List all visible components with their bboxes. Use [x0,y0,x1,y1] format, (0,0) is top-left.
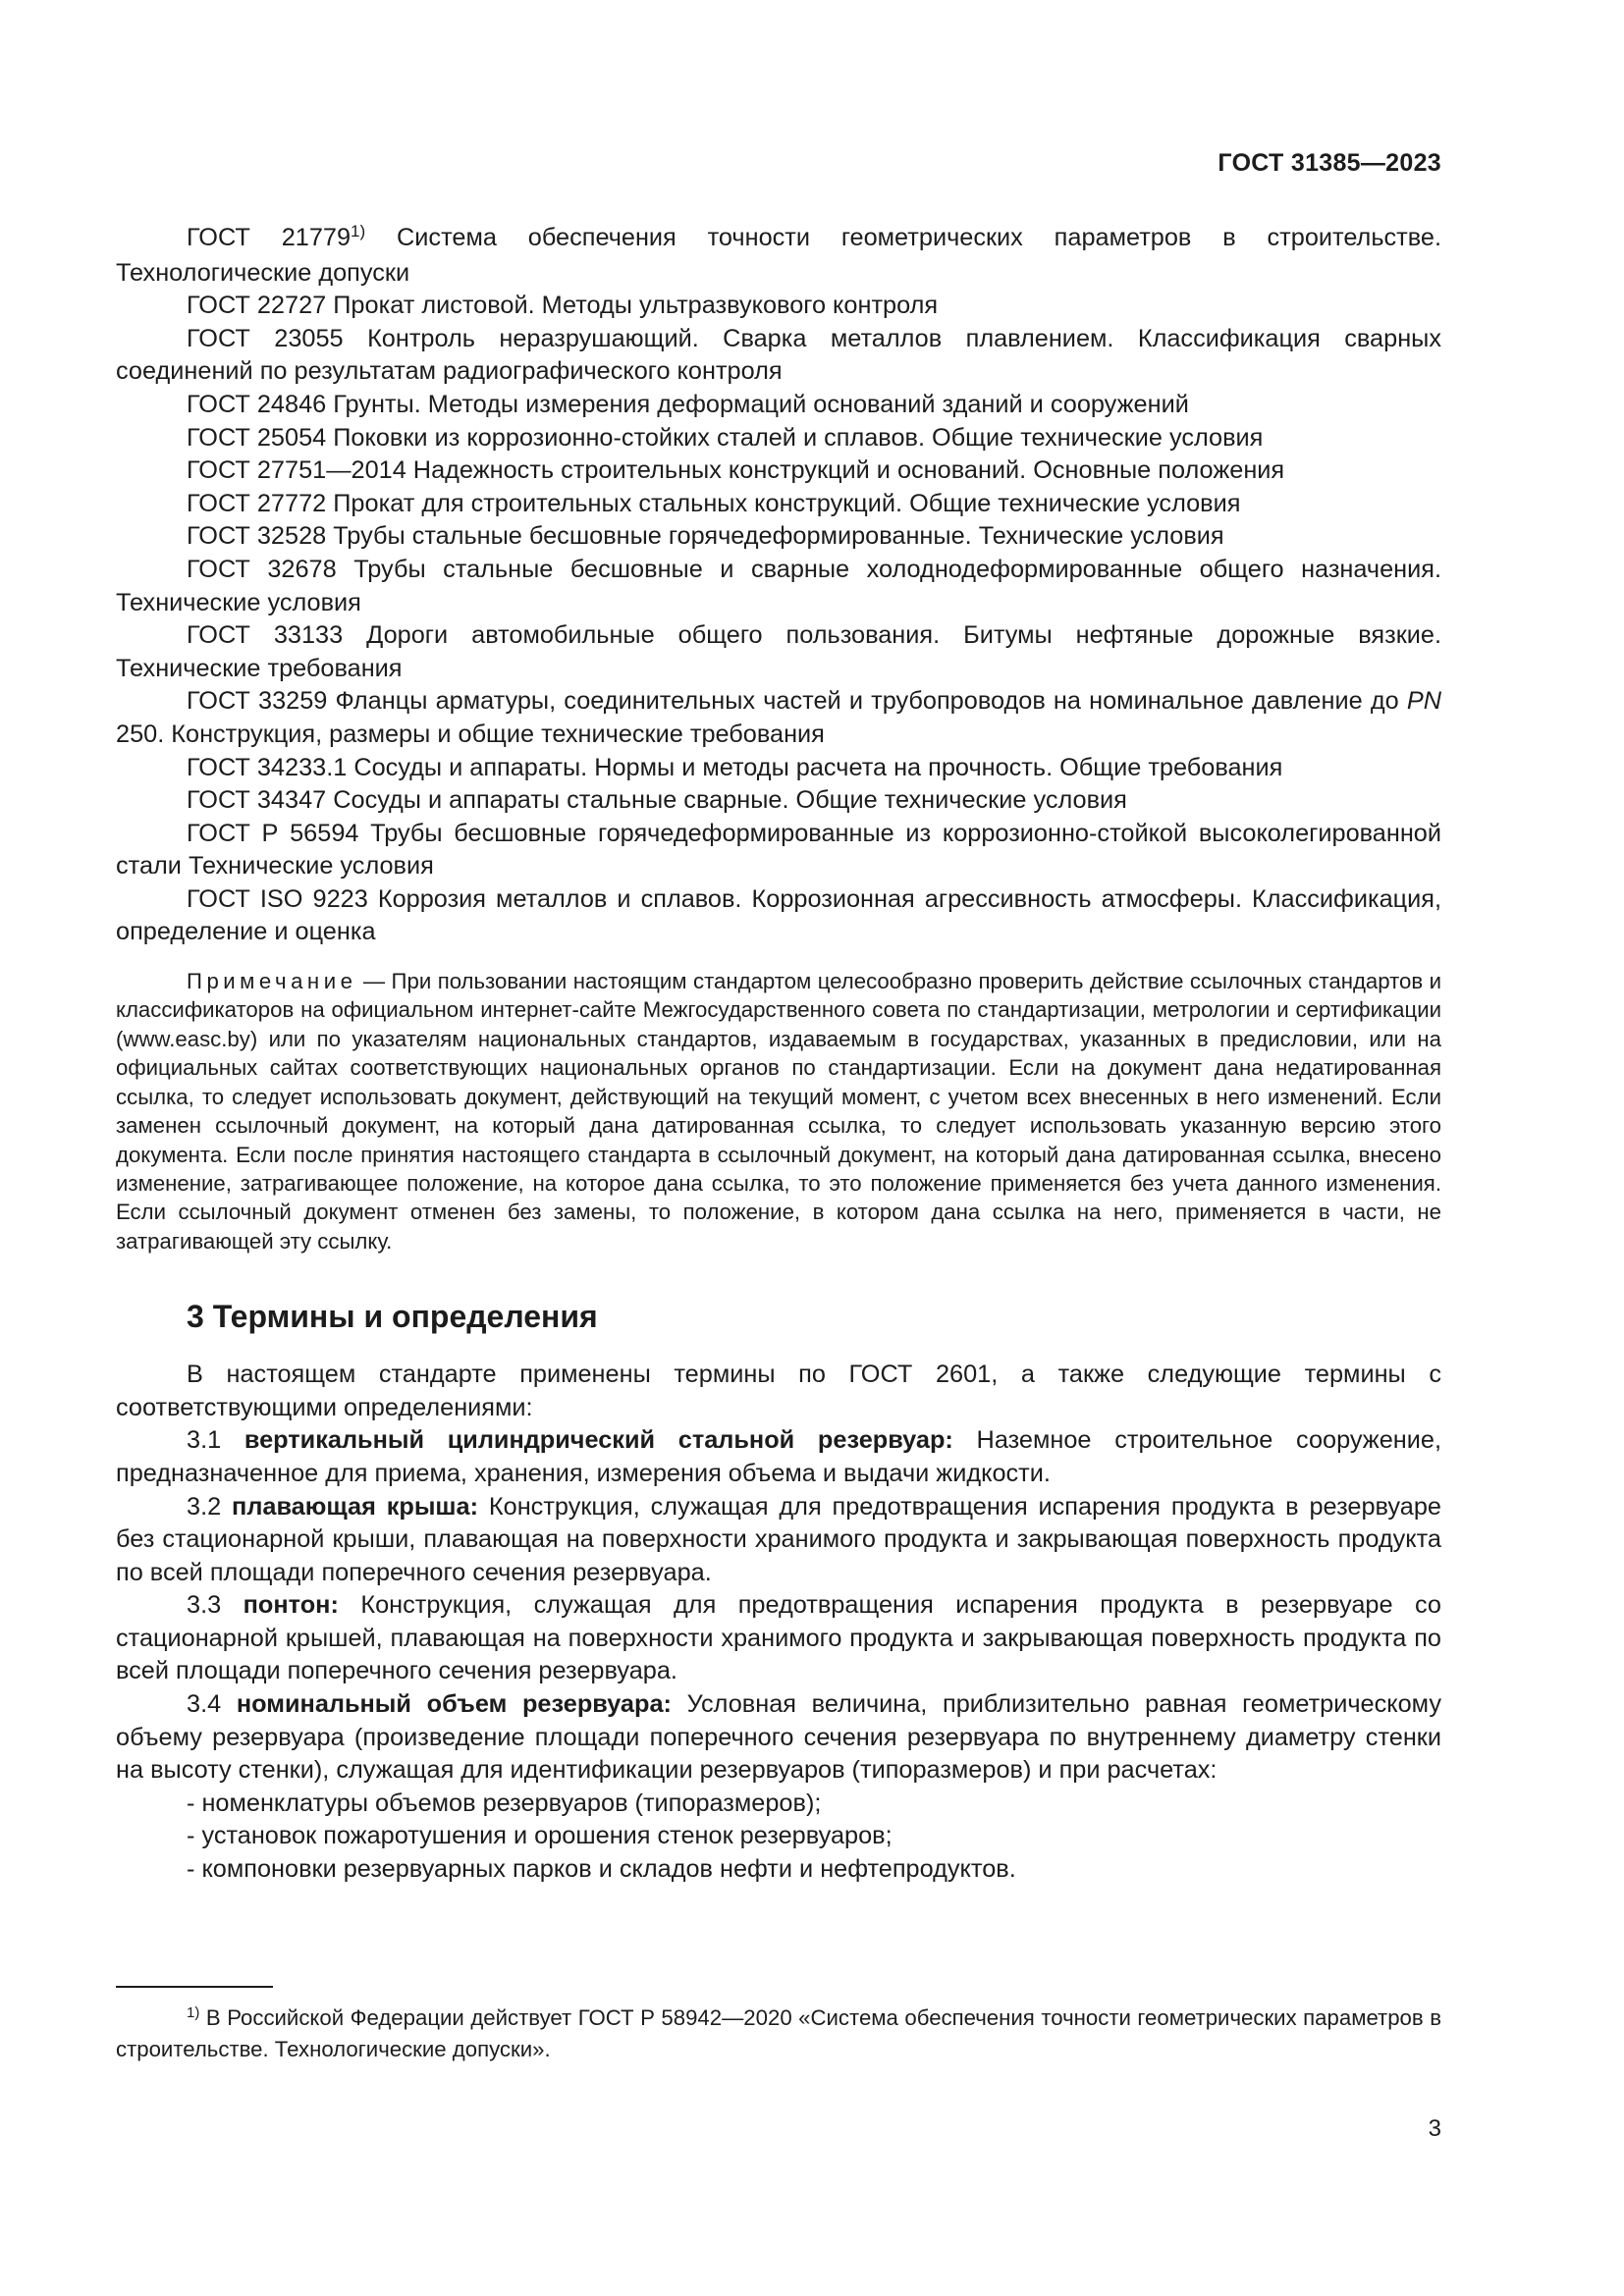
page-number: 3 [1428,2115,1441,2142]
list-item: - номенклатуры объемов резервуаров (типоразмеров); [187,1789,822,1817]
reference-item [116,784,1441,818]
term-text: Условная величина, приблизительно равная геометрическому объему резервуара (произведение площади поперечного сечения резервуара по внутреннему диаметру стенки на высоту стенки), служащая для идентификации резервуаров (типоразмеров) и при расчетах: [116,1690,1441,1785]
reference-item [116,222,1441,290]
term-definition [116,1424,1441,1490]
reference-item [116,685,1441,751]
list-item: - установок пожаротушения и орошения стенок резервуаров; [187,1822,893,1850]
reference-title: Система обеспечения точности геометрических параметров в строительстве. Технологические допуски [116,224,1441,287]
reference-title: Поковки из коррозионно-стойких сталей и сплавов. Общие технические условия [326,423,1264,452]
term-name: вертикальный цилиндрический стальной резервуар: [244,1426,953,1455]
reference-title: Дороги автомобильные общего пользования. Битумы нефтяные дорожные вязкие. Технические требования [116,621,1441,682]
term-definition [116,1589,1441,1688]
reference-code: ГОСТ 34233.1 [187,753,348,781]
reference-code: ГОСТ 25054 [187,423,327,452]
reference-item [116,520,1441,554]
reference-code: ГОСТ 32528 [187,522,327,551]
term-number: 3.1 [187,1426,244,1455]
reference-code: ГОСТ 33133 [187,621,344,650]
reference-item [116,818,1441,883]
reference-title: Трубы стальные бесшовные и сварные холоднодеформированные общего назначения. Технические условия [116,555,1441,616]
reference-code: ГОСТ 22727 [187,292,327,320]
page-content [116,222,1441,1887]
term-name: номинальный объем резервуара: [236,1690,672,1719]
term-name: плавающая крыша: [232,1492,479,1521]
term-definition [116,1491,1441,1590]
reference-code: ГОСТ 32678 [187,555,337,583]
section-heading: 3 Термины и определения [187,1299,598,1335]
footnote-marker: 1) [187,2004,200,2021]
footnote-marker: 1) [351,222,366,240]
reference-title: Прокат для строительных стальных конструкций. Общие технические условия [326,489,1241,517]
reference-code: ГОСТ 24846 [187,390,327,418]
reference-title: Коррозия металлов и сплавов. Коррозионная агрессивность атмосферы. Классификация, определение и оценка [116,884,1441,946]
reference-item [116,883,1441,949]
term-name: понтон: [243,1591,339,1620]
reference-title: Прокат листовой. Методы ультразвукового контроля [326,292,939,320]
term-number: 3.4 [187,1690,237,1719]
section-intro: В настоящем стандарте применены термины по ГОСТ 2601, а также следующие термины с соответствующими определениями: [116,1361,1441,1421]
reference-code: ГОСТ 23055 [187,324,344,352]
reference-title: Надежность строительных конструкций и оснований. Основные положения [406,456,1285,485]
footnote [116,2003,1441,2064]
reference-item [116,488,1441,521]
reference-code: ГОСТ 27772 [187,489,327,517]
reference-item [116,454,1441,488]
reference-code: ГОСТ 34347 [187,786,327,815]
reference-title: Грунты. Методы измерения деформаций оснований зданий и сооружений [326,390,1189,418]
reference-item [116,554,1441,619]
reference-item [116,422,1441,455]
reference-code: ГОСТ 21779 [187,224,352,251]
reference-title: Сосуды и аппараты стальные сварные. Общие технические условия [326,786,1127,815]
reference-item [116,619,1441,685]
note-text: — При пользовании настоящим стандартом целесообразно проверить действие ссылочных стандартов и классификаторов на официальном интернет-сайте Межгосударственного совета по стандартизации, метрологии и сертификации (www.easc.by) или по указателям национальных стандартов, издаваемым в государствах, указанных в предисловии, или на официальных сайтах соответствующих национальных органов по стандартизации. Если на документ дана недатированная ссылка, то следует использовать документ, действующий на текущий момент, с учетом всех внесенных в него изменений. Если заменен ссылочный документ, на который дана датированная ссылка, то следует использовать указанную версию этого документа. Если после принятия настоящего стандарта в ссылочный документ, на который дана датированная ссылка, внесено изменение, затрагивающее положение, на которое дана ссылка, то это положение применяется без учета данного изменения. Если ссылочный документ отменен без замены, то положение, в котором дана ссылка на него, применяется в части, не затрагивающей эту ссылку. [116,969,1441,1254]
reference-code: ГОСТ ISO 9223 [187,884,368,913]
note-label: Примечание [187,969,357,994]
term-text: Конструкция, служащая для предотвращения испарения продукта в резервуаре со стационарной крышей, плавающая на поверхности хранимого продукта и закрывающая поверхность продукта по всей площади поперечного сечения резервуара. [116,1591,1441,1685]
reference-title: Сосуды и аппараты. Нормы и методы расчета на прочность. Общие требования [347,753,1283,781]
note-paragraph [116,967,1441,1255]
reference-item [116,290,1441,323]
reference-code: ГОСТ 27751—2014 [187,456,406,485]
reference-title-start: Фланцы арматуры, соединительных частей и трубопроводов на номинальное давление до [327,687,1407,716]
term-number: 3.3 [187,1591,244,1620]
reference-code: ГОСТ Р 56594 [187,819,359,847]
reference-item [116,752,1441,785]
document-number-header: ГОСТ 31385—2023 [1218,149,1441,177]
term-text: Конструкция, служащая для предотвращения испарения продукта в резервуаре без стационарной крыши, плавающая на поверхности хранимого продукта и закрывающая поверхность продукта по всей площади поперечного сечения резервуара. [116,1492,1441,1586]
reference-item [116,323,1441,389]
pn-designation: PN [1406,687,1441,716]
term-definition [116,1688,1441,1788]
reference-code: ГОСТ 33259 [187,687,328,716]
reference-title: Контроль неразрушающий. Сварка металлов плавлением. Классификация сварных соединений по результатам радиографического контроля [116,324,1441,386]
reference-title: Трубы бесшовные горячедеформированные из коррозионно-стойкой высоколегированной стали Технические условия [116,819,1441,881]
term-text: Наземное строительное сооружение, предназначенное для приема, хранения, измерения объема и выдачи жидкости. [116,1426,1441,1487]
reference-title-end: 250. Конструкция, размеры и общие технические требования [116,720,825,748]
footnote-separator [116,1986,273,1988]
reference-title: Трубы стальные бесшовные горячедеформированные. Технические условия [326,522,1224,551]
term-number: 3.2 [187,1492,233,1521]
list-item: - компоновки резервуарных парков и складов нефти и нефтепродуктов. [187,1855,1016,1884]
reference-item [116,389,1441,422]
footnote-text: В Российской Федерации действует ГОСТ Р 58942—2020 «Система обеспечения точности геометрических параметров в строительстве. Технологические допуски». [116,2005,1441,2062]
